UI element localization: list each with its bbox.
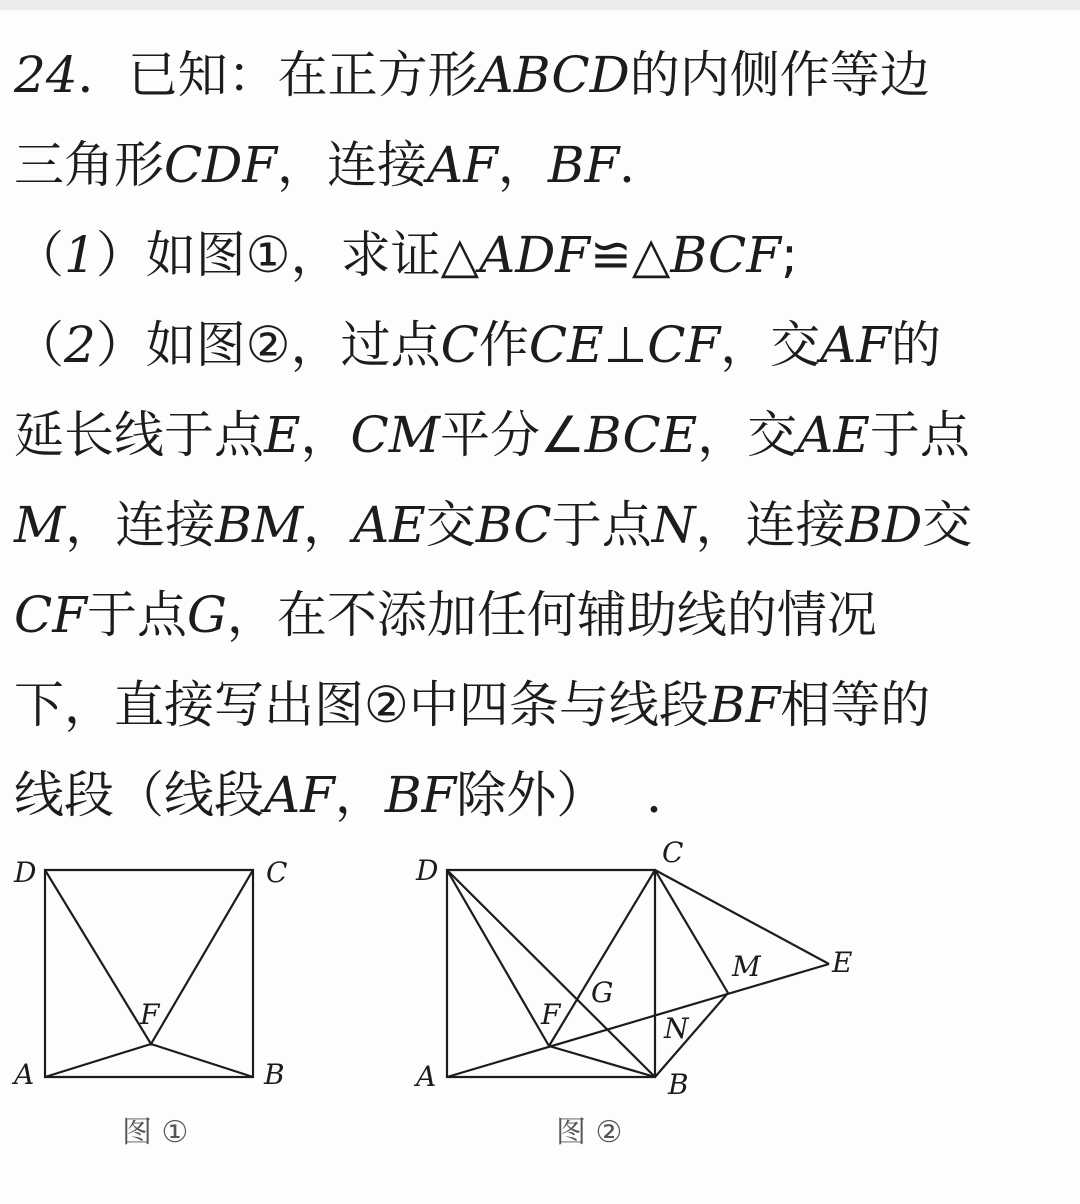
problem-line-2: 三角形CDF，连接AF，BF． <box>14 136 670 194</box>
problem-line-9: 线段（线段AF，BF除外） ． <box>14 766 697 824</box>
fig2-label-f: F <box>541 998 561 1031</box>
fig2-caption: 图 ② <box>556 1115 623 1150</box>
fig1-segment-bf <box>151 1044 253 1077</box>
figure-1 <box>11 856 287 1150</box>
fig1-label-b: B <box>264 1058 285 1091</box>
problem-line-5: 延长线于点E，CM平分∠BCE，交AE于点 <box>14 406 970 464</box>
problem-line-8: 下，直接写出图②中四条与线段BF相等的 <box>14 676 931 734</box>
fig2-label-d: D <box>416 854 439 887</box>
figures <box>0 830 1080 1204</box>
fig2-label-g: G <box>591 976 614 1009</box>
fig2-label-m: M <box>732 950 761 983</box>
fig1-label-c: C <box>266 856 288 889</box>
problem-number: 24 <box>14 46 78 104</box>
fig1-caption: 图 ① <box>122 1115 189 1150</box>
fig1-label-a: A <box>14 1058 35 1091</box>
fig2-label-b: B <box>668 1068 689 1101</box>
fig2-segment-df <box>447 870 549 1046</box>
fig2-label-c: C <box>662 836 684 869</box>
problem-line-7: CF于点G，在不添加任何辅助线的情况 <box>14 586 877 644</box>
fig1-segment-af <box>45 1044 151 1077</box>
problem-line-6: M，连接BM，AE交BC于点N，连接BD交 <box>14 496 973 554</box>
fig2-segment-cm <box>655 870 728 993</box>
fig2-label-e: E <box>832 946 853 979</box>
problem-line-1: 24．已知：在正方形ABCD的内侧作等边 <box>14 46 930 104</box>
top-divider <box>0 0 1080 10</box>
fig2-label-a: A <box>416 1060 437 1093</box>
fig1-square <box>45 870 253 1077</box>
problem-part-2: （2）如图②，过点C作CE⊥CF，交AF的 <box>14 316 941 374</box>
fig1-label-f: F <box>140 998 160 1031</box>
fig2-label-n: N <box>664 1012 689 1045</box>
figure-2 <box>413 836 852 1150</box>
fig1-label-d: D <box>14 856 37 889</box>
problem-part-1: （1）如图①，求证△ADF≌△BCF; <box>14 226 798 284</box>
